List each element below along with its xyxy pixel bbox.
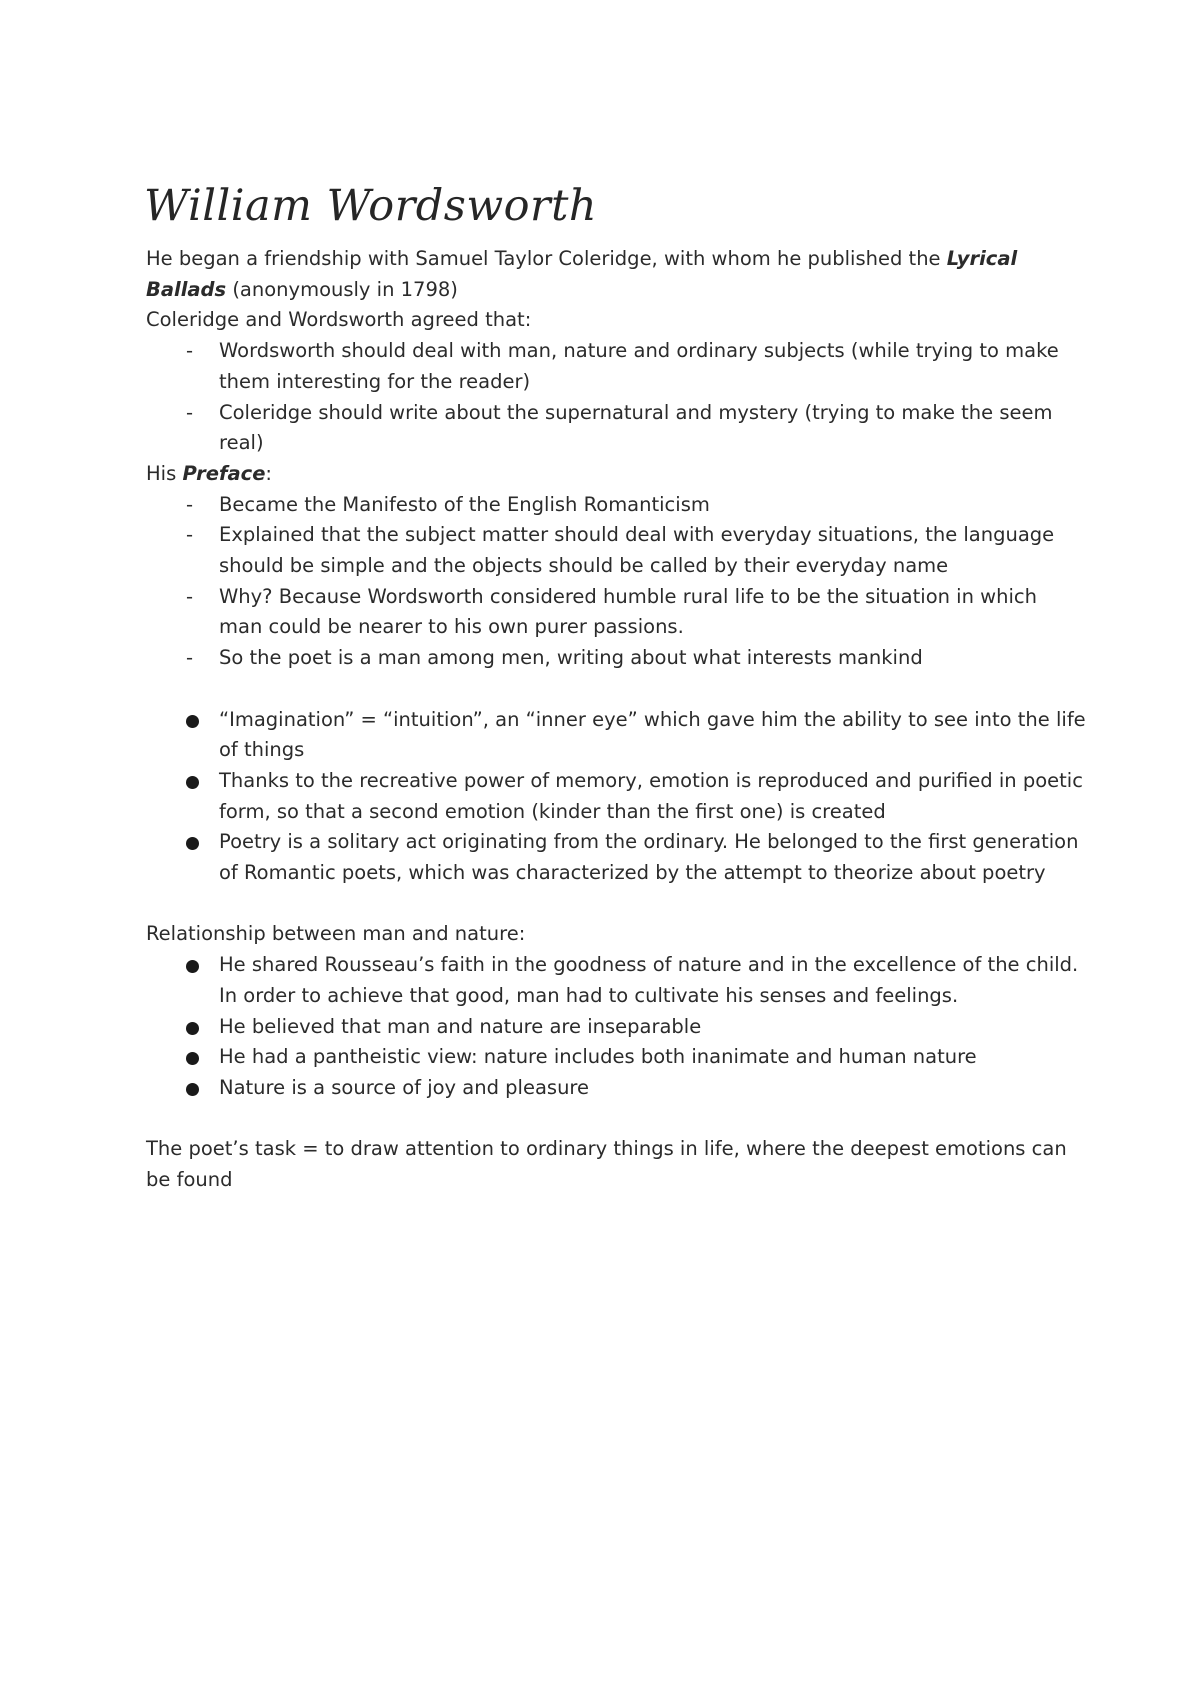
intro-text-end: (anonymously in 1798) <box>226 277 458 301</box>
spacer <box>146 1104 1086 1135</box>
list-item: Poetry is a solitary act originating from the ordinary. He belonged to the first generation of Romantic poets, which was characterized by the attempt to theorize about poetry <box>146 827 1086 888</box>
preface-list <box>146 490 1086 674</box>
concepts-list <box>146 705 1086 889</box>
list-item: - Wordsworth should deal with man, nature and ordinary subjects (while trying to make them interesting for the reader) <box>146 336 1086 397</box>
list-item: He shared Rousseau’s faith in the goodness of nature and in the excellence of the child. In order to achieve that good, man had to cultivate his senses and feelings. <box>146 950 1086 1011</box>
list-item: - So the poet is a man among men, writing about what interests mankind <box>146 643 1086 674</box>
agreement-heading: Coleridge and Wordsworth agreed that: <box>146 308 532 332</box>
list-item: “Imagination” = “intuition”, an “inner eye” which gave him the ability to see into the life of things <box>146 705 1086 766</box>
document-page <box>146 178 1086 1196</box>
list-item: - Explained that the subject matter should deal with everyday situations, the language should be simple and the objects should be called by their everyday name <box>146 520 1086 581</box>
nature-list <box>146 950 1086 1104</box>
nature-heading: Relationship between man and nature: <box>146 922 526 946</box>
agreement-list <box>146 336 1086 459</box>
preface-heading-text: His <box>146 461 183 485</box>
document-title: William Wordsworth <box>144 181 598 231</box>
list-item: - Why? Because Wordsworth considered humble rural life to be the situation in which man could be nearer to his own purer passions. <box>146 582 1086 643</box>
list-item: Nature is a source of joy and pleasure <box>146 1073 1086 1104</box>
intro-text: He began a friendship with Samuel Taylor Coleridge, with whom he published the <box>146 247 947 270</box>
list-item: - Coleridge should write about the supernatural and mystery (trying to make the seem real) <box>146 398 1086 459</box>
intro-paragraph <box>146 244 1086 305</box>
preface-heading-colon: : <box>265 461 272 485</box>
spacer <box>146 889 1086 920</box>
list-item: Thanks to the recreative power of memory, emotion is reproduced and purified in poetic form, so that a second emotion (kinder than the first one) is created <box>146 766 1086 827</box>
preface-heading <box>146 459 1086 490</box>
list-item: He had a pantheistic view: nature includes both inanimate and human nature <box>146 1042 1086 1073</box>
intro-italic-title: Lyrical Ballads <box>146 247 1018 301</box>
spacer <box>146 674 1086 705</box>
preface-italic-title: Preface <box>182 461 266 485</box>
poet-task-paragraph: The poet’s task = to draw attention to ordinary things in life, where the deepest emotions can be found <box>146 1137 1067 1192</box>
list-item: He believed that man and nature are inseparable <box>146 1012 1086 1043</box>
list-item: - Became the Manifesto of the English Romanticism <box>146 490 1086 521</box>
